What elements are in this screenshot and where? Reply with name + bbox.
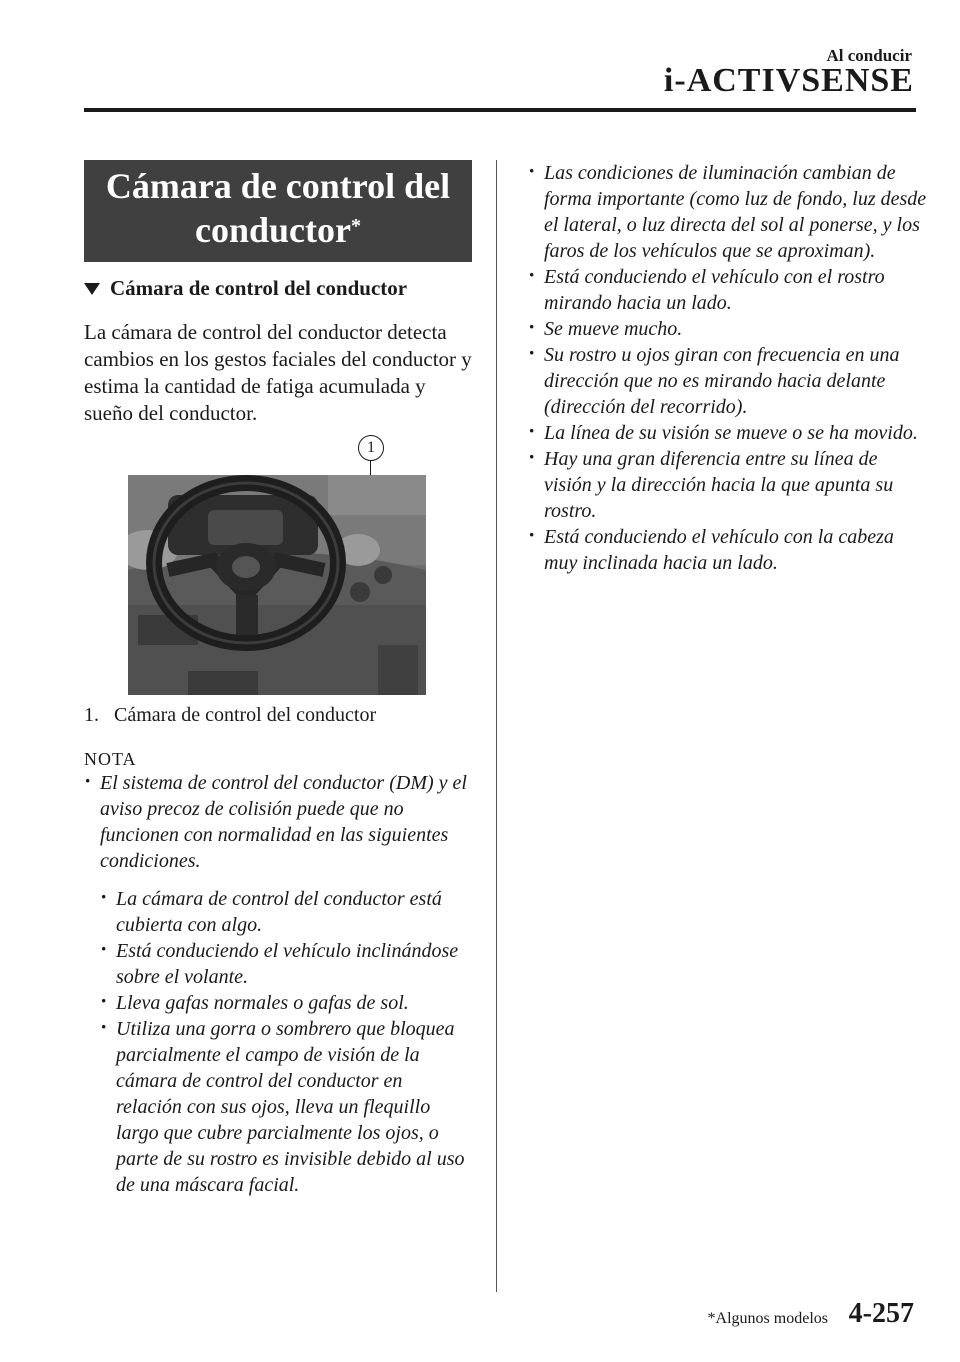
note-label: NOTA bbox=[84, 749, 137, 769]
header-rule bbox=[84, 108, 916, 112]
list-item: · Lleva gafas normales o gafas de sol. bbox=[100, 990, 472, 1016]
asterisk-mark: * bbox=[351, 215, 361, 237]
footnote: *Algunos modelos bbox=[707, 1310, 828, 1327]
condition-list bbox=[100, 886, 472, 1198]
title-line-2-text: conductor bbox=[195, 210, 351, 250]
title-line-1: Cámara de control del bbox=[105, 166, 451, 206]
subheading bbox=[84, 276, 472, 301]
header-chapter: i-ACTIVSENSE bbox=[663, 62, 914, 99]
triangle-down-icon bbox=[84, 283, 100, 295]
subheading-text: Cámara de control del conductor bbox=[110, 276, 408, 300]
list-item: · Está conduciendo el vehículo inclinándose sobre el volante. bbox=[100, 938, 472, 990]
right-column bbox=[528, 160, 928, 576]
column-divider bbox=[496, 160, 497, 1292]
title-line-2 bbox=[90, 208, 466, 252]
list-item: · Está conduciendo el vehículo con la cabeza muy inclinada hacia un lado. bbox=[528, 524, 928, 576]
page-title bbox=[84, 160, 472, 262]
caption-text: Cámara de control del conductor bbox=[114, 704, 377, 726]
list-item bbox=[84, 770, 472, 1198]
list-item: · La línea de su visión se mueve o se ha movido. bbox=[528, 420, 928, 446]
caption-number: 1. bbox=[84, 704, 99, 726]
condition-list-continued bbox=[528, 160, 928, 576]
note-main-text: El sistema de control del conductor (DM) y el aviso precoz de colisión puede que no funcionen con normalidad en las siguientes condiciones. bbox=[100, 772, 467, 872]
dashboard-figure bbox=[84, 435, 472, 700]
callout-number: 1 bbox=[358, 435, 384, 461]
figure-caption bbox=[84, 704, 472, 727]
list-item: · Se mueve mucho. bbox=[528, 316, 928, 342]
list-item: · Las condiciones de iluminación cambian de forma importante (como luz de fondo, luz desde el lateral, o luz directa del sol al ponerse, y los faros de los vehículos que se aproximan). bbox=[528, 160, 928, 264]
list-item: · Hay una gran diferencia entre su línea de visión y la dirección hacia la que apunta su rostro. bbox=[528, 446, 928, 524]
dashboard-photo bbox=[128, 475, 426, 695]
list-item: · Está conduciendo el vehículo con el rostro mirando hacia un lado. bbox=[528, 264, 928, 316]
left-column bbox=[84, 160, 472, 1210]
list-item: · Utiliza una gorra o sombrero que bloquea parcialmente el campo de visión de la cámara de control del conductor en relación con sus ojos, lleva un flequillo largo que cubre parcialmente los ojos, o parte de su rostro es invisible debido al uso de una máscara facial. bbox=[100, 1016, 472, 1198]
list-item: · Su rostro u ojos giran con frecuencia en una dirección que no es mirando hacia delante (dirección del recorrido). bbox=[528, 342, 928, 420]
note-list bbox=[84, 770, 472, 1198]
list-item: · La cámara de control del conductor está cubierta con algo. bbox=[100, 886, 472, 938]
header-section: Al conducir bbox=[826, 46, 912, 65]
page-number: 4-257 bbox=[848, 1298, 914, 1329]
intro-paragraph: La cámara de control del conductor detecta cambios en los gestos faciales del conductor y estima la cantidad de fatiga acumulada y sueño del conductor. bbox=[84, 320, 472, 425]
